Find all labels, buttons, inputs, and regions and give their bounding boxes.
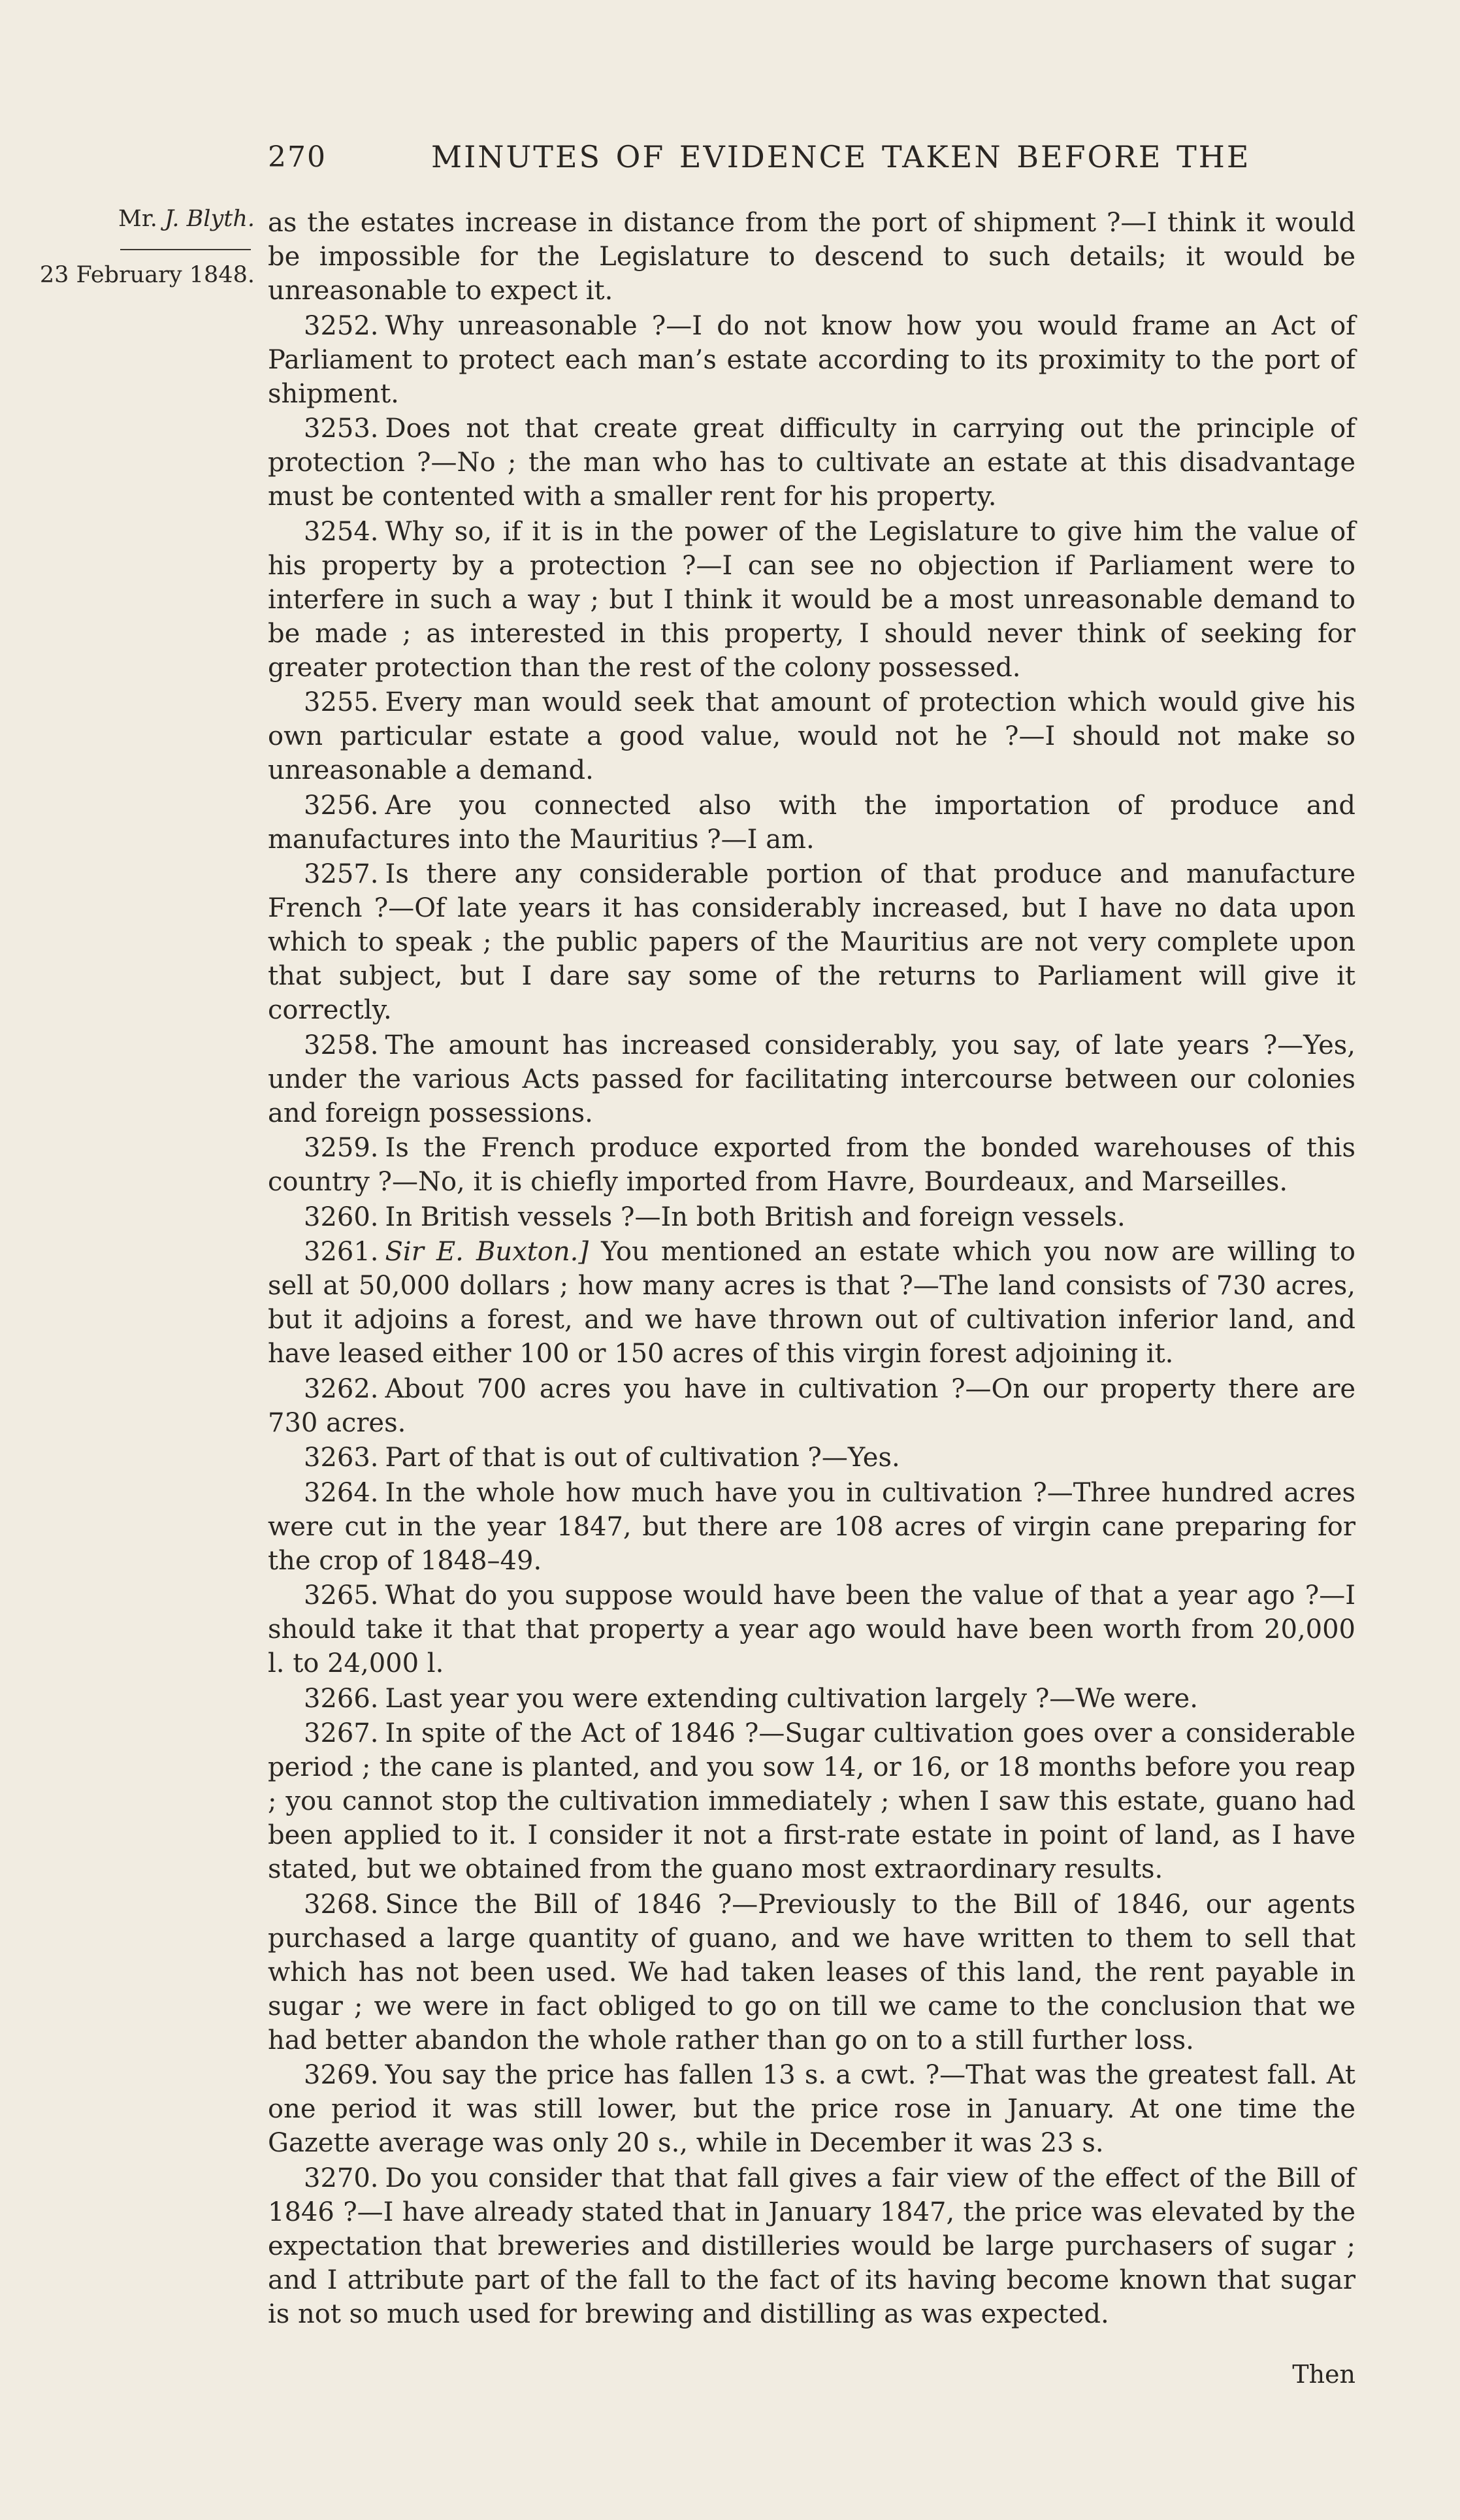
- evidence-paragraph: [268, 515, 1355, 685]
- catchword: Then: [1292, 2360, 1355, 2389]
- evidence-paragraph: [268, 1476, 1355, 1578]
- running-head: [268, 134, 1365, 186]
- question-and-answer-text: Why so, if it is in the power of the Legislature to give him the value of his property by a protection ?—I can see no objection if Parliament were to interfere in such a way ; but I think it would be a most unreasonable demand to be made ; as interested in this property, I should never think of seeking for greater protection than the rest of the colony possessed.: [268, 516, 1355, 683]
- running-title: MINUTES OF EVIDENCE TAKEN BEFORE THE: [431, 139, 1251, 174]
- witness-name: [33, 206, 255, 232]
- evidence-paragraph: [268, 1200, 1355, 1234]
- question-number: 3258.: [304, 1030, 379, 1060]
- question-number: 3264.: [304, 1477, 379, 1508]
- question-and-answer-text: Last year you were extending cultivation largely ?—We were.: [385, 1683, 1198, 1714]
- question-number: 3266.: [304, 1683, 379, 1714]
- question-and-answer-text: About 700 acres you have in cultivation ?—On our property there are 730 acres.: [268, 1373, 1355, 1438]
- question-number: 3261.: [304, 1237, 379, 1267]
- question-and-answer-text: You say the price has fallen 13 s. a cwt. ?—That was the greatest fall. At one period it was still lower, but the price rose in January. At one time the Gazette average was only 20 s., while in December it was 23 s.: [268, 2060, 1355, 2158]
- question-and-answer-text: Since the Bill of 1846 ?—Previously to the Bill of 1846, our agents purchased a large quantity of guano, and we have written to them to sell that which has not been used. We had taken leases of this land, the rent payable in sugar ; we were in fact obliged to go on till we came to the conclusion that we had better abandon the whole rather than go on to a still further loss.: [268, 1889, 1355, 2055]
- evidence-paragraph: [268, 206, 1355, 308]
- question-and-answer-text: What do you suppose would have been the value of that a year ago ?—I should take it that that property a year ago would have been worth from 20,000 l. to 24,000 l.: [268, 1580, 1355, 1678]
- evidence-paragraph: [268, 1579, 1355, 1680]
- margin-rule: [120, 249, 251, 250]
- question-and-answer-text: Is the French produce exported from the bonded warehouses of this country ?—No, it is chiefly imported from Havre, Bourdeaux, and Marseilles.: [268, 1133, 1355, 1197]
- question-and-answer-text: Every man would seek that amount of protection which would give his own particular estate a good value, would not he ?—I should not make so unreasonable a demand.: [268, 687, 1355, 785]
- question-number: 3253.: [304, 414, 379, 444]
- question-number: 3260.: [304, 1202, 379, 1232]
- questioner: Sir E. Buxton.]: [385, 1237, 589, 1267]
- question-number: 3262.: [304, 1373, 379, 1404]
- page-number: 270: [268, 140, 327, 174]
- evidence-paragraph: [268, 1372, 1355, 1440]
- question-number: 3263.: [304, 1443, 379, 1473]
- question-and-answer-text: Are you connected also with the importation of produce and manufactures into the Mauritius ?—I am.: [268, 790, 1355, 855]
- question-number: 3267.: [304, 1718, 379, 1748]
- question-number: 3268.: [304, 1889, 379, 1920]
- question-and-answer-text: You mentioned an estate which you now are willing to sell at 50,000 dollars ; how many acres is that ?—The land consists of 730 acres, but it adjoins a forest, and we have thrown out of cultivation inferior land, and have leased either 100 or 150 acres of this virgin forest adjoining it.: [268, 1237, 1355, 1369]
- evidence-paragraph: [268, 2058, 1355, 2160]
- question-number: 3254.: [304, 516, 379, 547]
- question-and-answer-text: Why unreasonable ?—I do not know how you would frame an Act of Parliament to protect each man’s estate according to its proximity to the port of shipment.: [268, 310, 1355, 409]
- evidence-paragraph: [268, 857, 1355, 1027]
- evidence-paragraph: [268, 1682, 1355, 1716]
- question-and-answer-text: Is there any considerable portion of that produce and manufacture French ?—Of late years it has considerably increased, but I have no data upon which to speak ; the public papers of the Mauritius are not very complete upon that subject, but I dare say some of the returns to Parliament will give it correctly.: [268, 859, 1355, 1025]
- witness-surname: J. Blyth.: [165, 206, 255, 232]
- question-and-answer-text: In spite of the Act of 1846 ?—Sugar cultivation goes over a considerable period ; the cane is planted, and you sow 14, or 16, or 18 months before you reap ; you cannot stop the cultivation immediately ; when I saw this estate, guano had been applied to it. I consider it not a first-rate estate in point of land, as I have stated, but we obtained from the guano most extraordinary results.: [268, 1718, 1355, 1884]
- question-and-answer-text: The amount has increased considerably, you say, of late years ?—Yes, under the various Acts passed for facilitating intercourse between our colonies and foreign possessions.: [268, 1030, 1355, 1128]
- question-number: 3265.: [304, 1580, 379, 1611]
- question-and-answer-text: Part of that is out of cultivation ?—Yes.: [385, 1443, 900, 1473]
- question-number: 3252.: [304, 310, 379, 341]
- question-number: 3269.: [304, 2060, 379, 2090]
- evidence-paragraph: [268, 1888, 1355, 2057]
- evidence-paragraph: [268, 1131, 1355, 1199]
- evidence-paragraph: [268, 2161, 1355, 2331]
- evidence-body: [268, 206, 1355, 2332]
- evidence-paragraph: [268, 1716, 1355, 1886]
- question-and-answer-text: In British vessels ?—In both British and foreign vessels.: [385, 1202, 1126, 1232]
- question-and-answer-text: Do you consider that that fall gives a fair view of the effect of the Bill of 1846 ?—I have already stated that in January 1847, the price was elevated by the expectation that breweries and distilleries would be large purchasers of sugar ; and I attribute part of the fall to the fact of its having become known that sugar is not so much used for brewing and distilling as was expected.: [268, 2163, 1355, 2329]
- question-number: 3257.: [304, 859, 379, 889]
- evidence-paragraph: [268, 789, 1355, 857]
- evidence-paragraph: [268, 1441, 1355, 1475]
- evidence-paragraph: [268, 685, 1355, 787]
- question-number: 3256.: [304, 790, 379, 821]
- evidence-paragraph: [268, 412, 1355, 514]
- question-and-answer-text: Does not that create great difficulty in carrying out the principle of protection ?—No ; the man who has to cultivate an estate at this disadvantage must be contented with a smaller rent for his property.: [268, 414, 1355, 512]
- evidence-paragraph: [268, 1235, 1355, 1371]
- question-number: 3259.: [304, 1133, 379, 1163]
- margin-note: [33, 206, 255, 288]
- evidence-paragraph: [268, 309, 1355, 411]
- hearing-date: 23 February 1848.: [39, 262, 255, 288]
- witness-prefix: Mr.: [118, 206, 157, 232]
- question-number: 3255.: [304, 687, 379, 717]
- question-and-answer-text: as the estates increase in distance from the port of shipment ?—I think it would be impossible for the Legislature to descend to such details; it would be unreasonable to expect it.: [268, 208, 1355, 306]
- question-number: 3270.: [304, 2163, 379, 2193]
- question-and-answer-text: In the whole how much have you in cultivation ?—Three hundred acres were cut in the year 1847, but there are 108 acres of virgin cane preparing for the crop of 1848–49.: [268, 1477, 1355, 1576]
- evidence-paragraph: [268, 1028, 1355, 1130]
